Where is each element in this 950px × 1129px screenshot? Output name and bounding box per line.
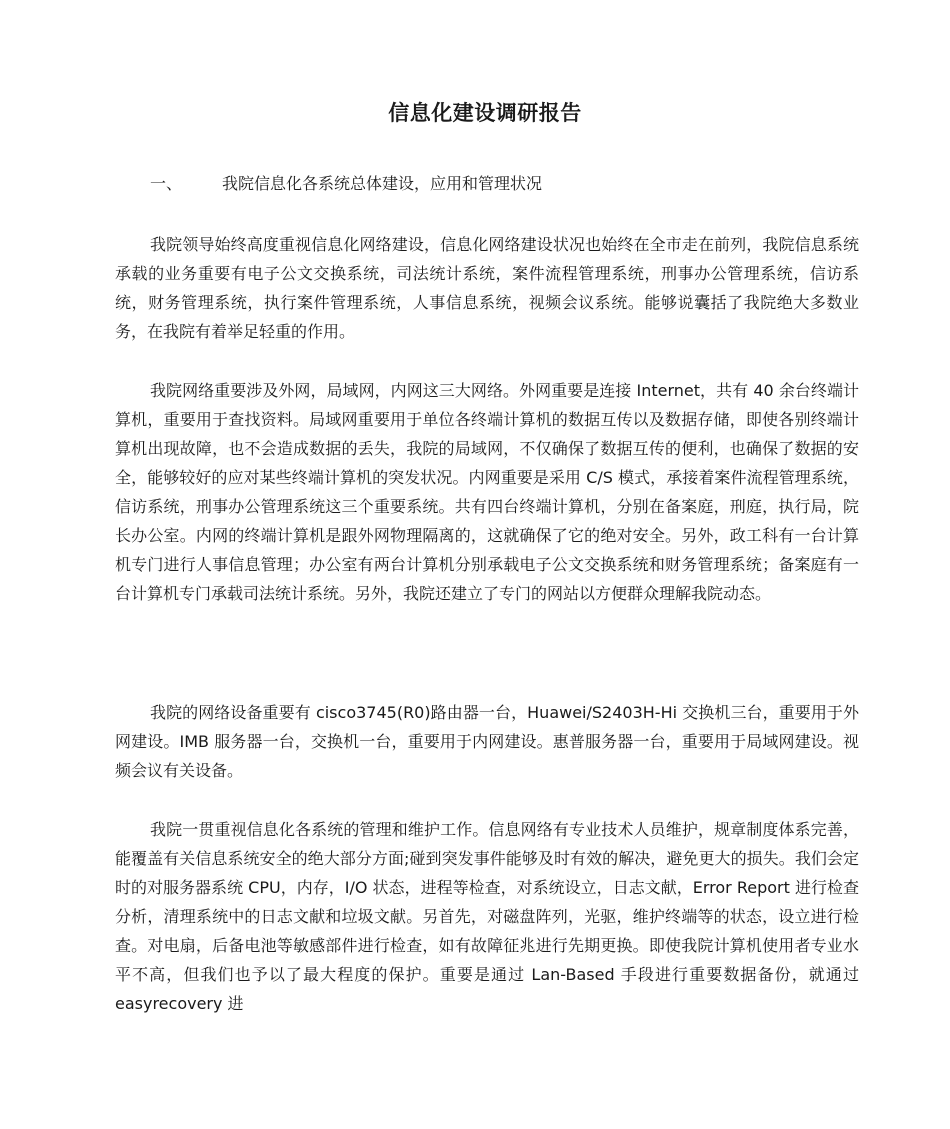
section-number: 一、	[150, 174, 183, 193]
section-heading-text: 我院信息化各系统总体建设，应用和管理状况	[222, 174, 543, 193]
document-title: 信息化建设调研报告	[388, 101, 582, 125]
section-heading	[150, 171, 542, 194]
paragraph-network-equipment: 我院的网络设备重要有 cisco3745(R0)路由器一台，Huawei/S2403H-Hi 交换机三台，重要用于外网建设。IMB 服务器一台，交换机一台，重要用于内网建设。惠普服务器一台，重要用于局域网建设。视频会议有关设备。	[115, 703, 859, 780]
paragraph-systems-overview: 我院领导始终高度重视信息化网络建设，信息化网络建设状况也始终在全市走在前列，我院信息系统承载的业务重要有电子公文交换系统，司法统计系统，案件流程管理系统，刑事办公管理系统，信访系统，财务管理系统，执行案件管理系统，人事信息系统，视频会议系统。能够说囊括了我院绝大多数业务，在我院有着举足轻重的作用。	[115, 235, 859, 341]
paragraph-networks: 我院网络重要涉及外网，局域网，内网这三大网络。外网重要是连接 Internet，共有 40 余台终端计算机，重要用于查找资料。局域网重要用于单位各终端计算机的数据互传以及数据存储，即使各别终端计算机出现故障，也不会造成数据的丢失，我院的局域网，不仅确保了数据互传的便利，也确保了数据的安全，能够较好的应对某些终端计算机的突发状况。内网重要是采用 C/S 模式，承接着案件流程管理系统，信访系统，刑事办公管理系统这三个重要系统。共有四台终端计算机，分别在备案庭，刑庭，执行局，院长办公室。内网的终端计算机是跟外网物理隔离的，这就确保了它的绝对安全。另外，政工科有一台计算机专门进行人事信息管理；办公室有两台计算机分别承载电子公文交换系统和财务管理系统；备案庭有一台计算机专门承载司法统计系统。另外，我院还建立了专门的网站以方便群众理解我院动态。	[115, 381, 859, 603]
paragraph-maintenance: 我院一贯重视信息化各系统的管理和维护工作。信息网络有专业技术人员维护，规章制度体系完善，能覆盖有关信息系统安全的绝大部分方面;碰到突发事件能够及时有效的解决，避免更大的损失。我们会定时的对服务器系统 CPU，内存，I/O 状态，进程等检查，对系统设立，日志文献，Error Report 进行检查分析，清理系统中的日志文献和垃圾文献。另首先，对磁盘阵列，光驱，维护终端等的状态，设立进行检查。对电扇，后备电池等敏感部件进行检查，如有故障征兆进行先期更换。即使我院计算机使用者专业水平不高，但我们也予以了最大程度的保护。重要是通过 Lan-Based 手段进行重要数据备份，就通过 easyrecovery 进	[115, 820, 859, 1013]
